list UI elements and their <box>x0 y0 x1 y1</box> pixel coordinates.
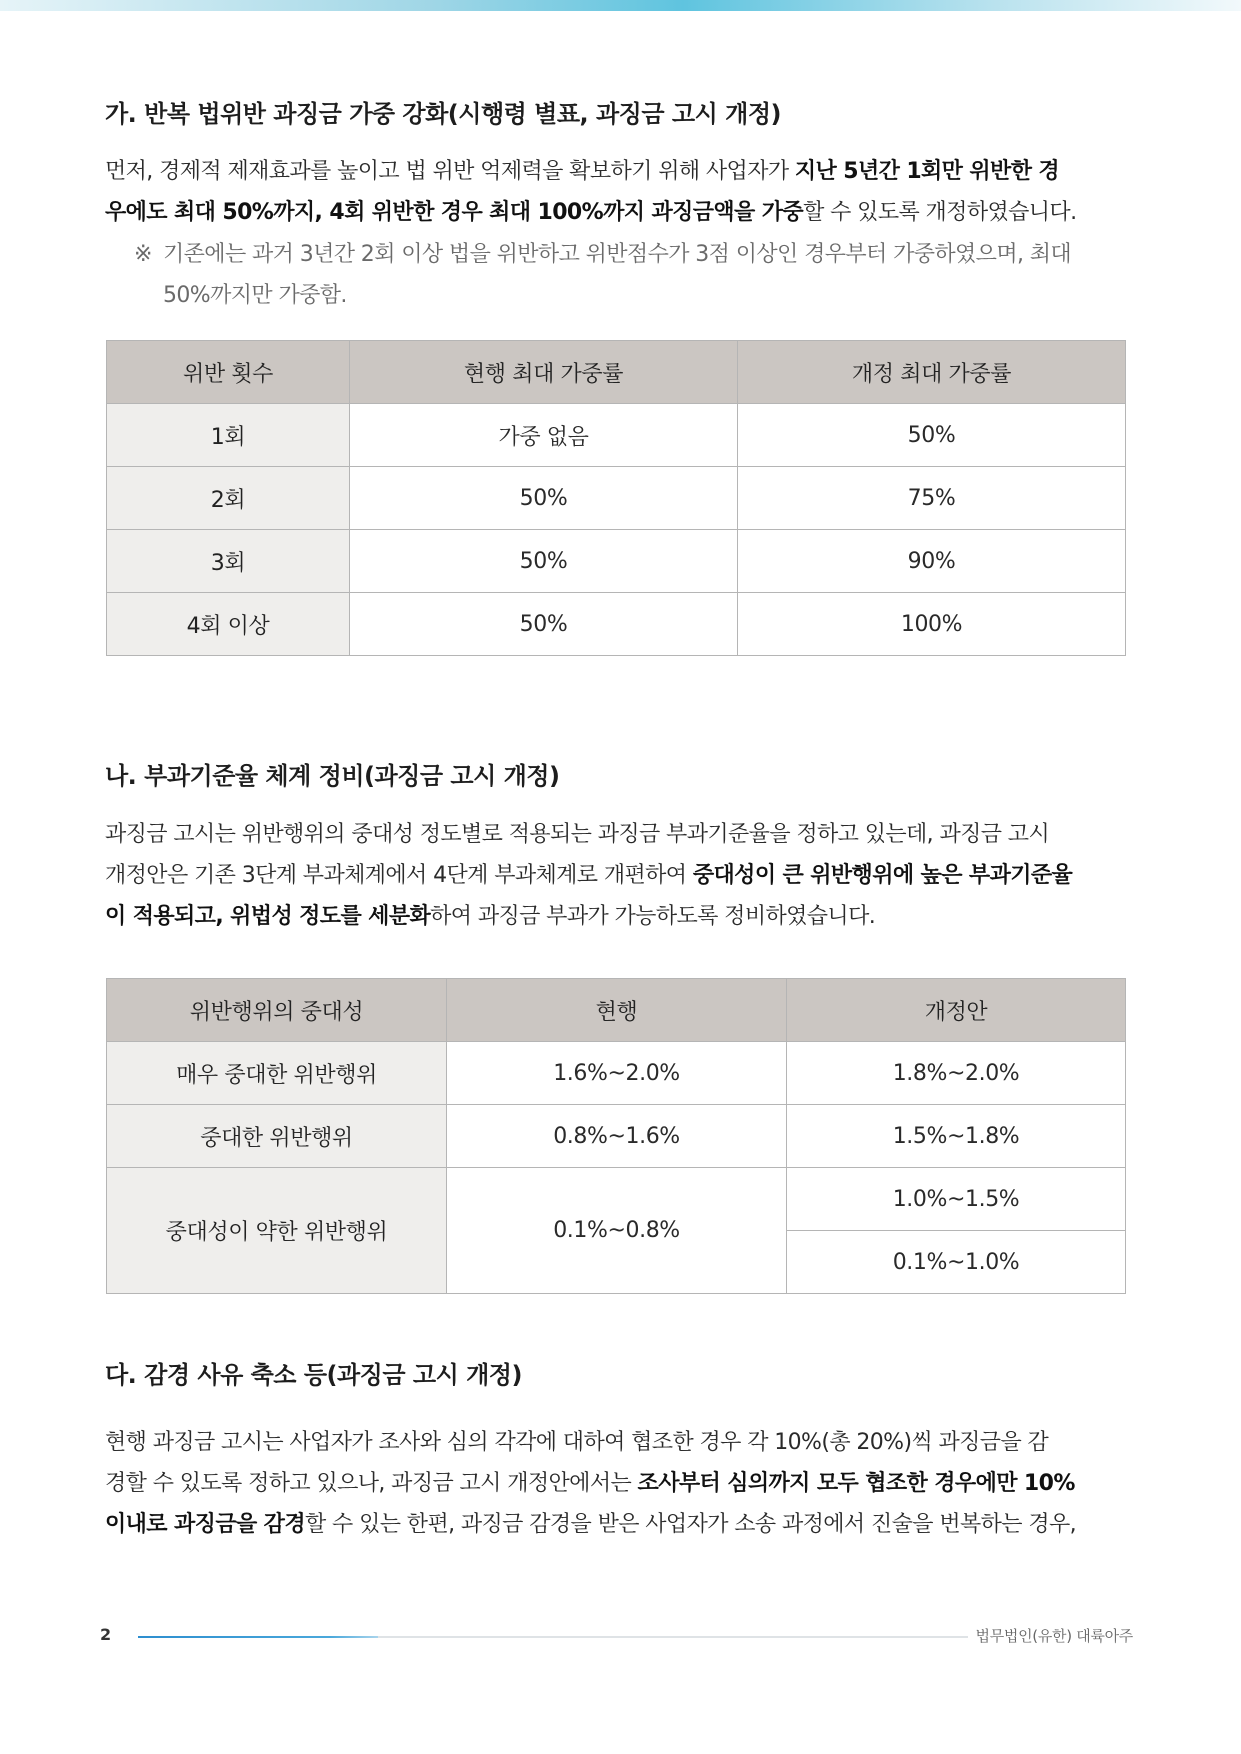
standard-rate-table <box>106 978 1126 1294</box>
row-label: 3회 <box>107 530 350 593</box>
footer-accent <box>138 1636 378 1638</box>
emphasis-text: 이내로 과징금을 감경 <box>105 1512 305 1537</box>
column-header: 개정 최대 가중률 <box>738 341 1126 404</box>
penalty-surcharge-table <box>106 340 1126 656</box>
body-text: 과징금 고시는 위반행위의 중대성 정도별로 적용되는 과징금 부과기준율을 정하고 있는데, 과징금 고시 <box>105 822 1050 847</box>
paragraph-line <box>105 896 1135 937</box>
table-cell: 0.1%~0.8% <box>447 1168 787 1294</box>
section-b-title: 나. 부과기준율 체계 정비(과징금 고시 개정) <box>105 762 560 790</box>
column-header: 현행 <box>447 979 787 1042</box>
paragraph-line <box>105 1504 1135 1545</box>
table-cell: 75% <box>738 467 1126 530</box>
table-cell: 1.8%~2.0% <box>787 1042 1126 1105</box>
table-cell: 90% <box>738 530 1126 593</box>
emphasis-text: 이 적용되고, 위법성 정도를 세분화 <box>105 904 431 929</box>
emphasis-text: 우에도 최대 50%까지, 4회 위반한 경우 최대 100%까지 과징금액을 가중 <box>105 200 804 225</box>
table-cell: 1.6%~2.0% <box>447 1042 787 1105</box>
body-text: 현행 과징금 고시는 사업자가 조사와 심의 각각에 대하여 협조한 경우 각 10%(총 20%)씩 과징금을 감 <box>105 1430 1049 1455</box>
emphasis-text: 지난 5년간 1회만 위반한 경 <box>794 159 1060 184</box>
column-header: 위반 횟수 <box>107 341 350 404</box>
table-header-row <box>107 341 1126 404</box>
top-gradient-bar <box>0 0 1241 11</box>
table-cell: 50% <box>738 404 1126 467</box>
body-text: 먼저, 경제적 제재효과를 높이고 법 위반 억제력을 확보하기 위해 사업자가 <box>105 159 795 184</box>
table-row <box>107 1168 1126 1231</box>
row-label: 4회 이상 <box>107 593 350 656</box>
table-header-row <box>107 979 1126 1042</box>
paragraph-line <box>105 855 1135 896</box>
row-label: 중대성이 약한 위반행위 <box>107 1168 447 1294</box>
row-label: 2회 <box>107 467 350 530</box>
footer-divider <box>138 1636 968 1638</box>
table-cell: 가중 없음 <box>350 404 738 467</box>
table-row <box>107 1042 1126 1105</box>
note-line-2: 50%까지만 가중함. <box>163 283 347 308</box>
section-b-paragraph <box>105 814 1135 937</box>
paragraph-line <box>105 1422 1135 1463</box>
firm-name: 법무법인(유한) 대륙아주 <box>975 1627 1133 1645</box>
table-cell: 50% <box>350 530 738 593</box>
row-label: 1회 <box>107 404 350 467</box>
reference-mark-icon: ※ <box>134 242 152 267</box>
paragraph-line <box>105 192 1135 233</box>
table-cell: 0.8%~1.6% <box>447 1105 787 1168</box>
table-row <box>107 530 1126 593</box>
section-c-title: 다. 감경 사유 축소 등(과징금 고시 개정) <box>105 1361 522 1389</box>
body-text: 할 수 있도록 개정하였습니다. <box>803 200 1077 225</box>
section-a-note <box>134 234 1134 316</box>
note-line-1: 기존에는 과거 3년간 2회 이상 법을 위반하고 위반점수가 3점 이상인 경우부터 가중하였으며, 최대 <box>163 242 1072 267</box>
body-text: 할 수 있는 한편, 과징금 감경을 받은 사업자가 소송 과정에서 진술을 번복하는 경우, <box>305 1512 1077 1537</box>
paragraph-line <box>105 814 1135 855</box>
column-header: 현행 최대 가중률 <box>350 341 738 404</box>
body-text: 하여 과징금 부과가 가능하도록 정비하였습니다. <box>430 904 876 929</box>
table-row <box>107 467 1126 530</box>
table-cell: 50% <box>350 467 738 530</box>
body-text: 경할 수 있도록 정하고 있으나, 과징금 고시 개정안에서는 <box>105 1471 638 1496</box>
body-text: 개정안은 기존 3단계 부과체계에서 4단계 부과체계로 개편하여 <box>105 863 693 888</box>
emphasis-text: 중대성이 큰 위반행위에 높은 부과기준율 <box>692 863 1073 888</box>
section-a-title: 가. 반복 법위반 과징금 가중 강화(시행령 별표, 과징금 고시 개정) <box>105 100 781 128</box>
table-cell: 0.1%~1.0% <box>787 1231 1126 1294</box>
table-row <box>107 1105 1126 1168</box>
table-cell: 1.5%~1.8% <box>787 1105 1126 1168</box>
column-header: 개정안 <box>787 979 1126 1042</box>
table-row <box>107 593 1126 656</box>
table-cell: 1.0%~1.5% <box>787 1168 1126 1231</box>
row-label: 매우 중대한 위반행위 <box>107 1042 447 1105</box>
emphasis-text: 조사부터 심의까지 모두 협조한 경우에만 10% <box>637 1471 1075 1496</box>
section-a-paragraph <box>105 151 1135 233</box>
row-label: 중대한 위반행위 <box>107 1105 447 1168</box>
table-row <box>107 404 1126 467</box>
paragraph-line <box>105 151 1135 192</box>
column-header: 위반행위의 중대성 <box>107 979 447 1042</box>
page-number: 2 <box>100 1625 112 1644</box>
paragraph-line <box>105 1463 1135 1504</box>
table-cell: 50% <box>350 593 738 656</box>
table-cell: 100% <box>738 593 1126 656</box>
section-c-paragraph <box>105 1422 1135 1545</box>
